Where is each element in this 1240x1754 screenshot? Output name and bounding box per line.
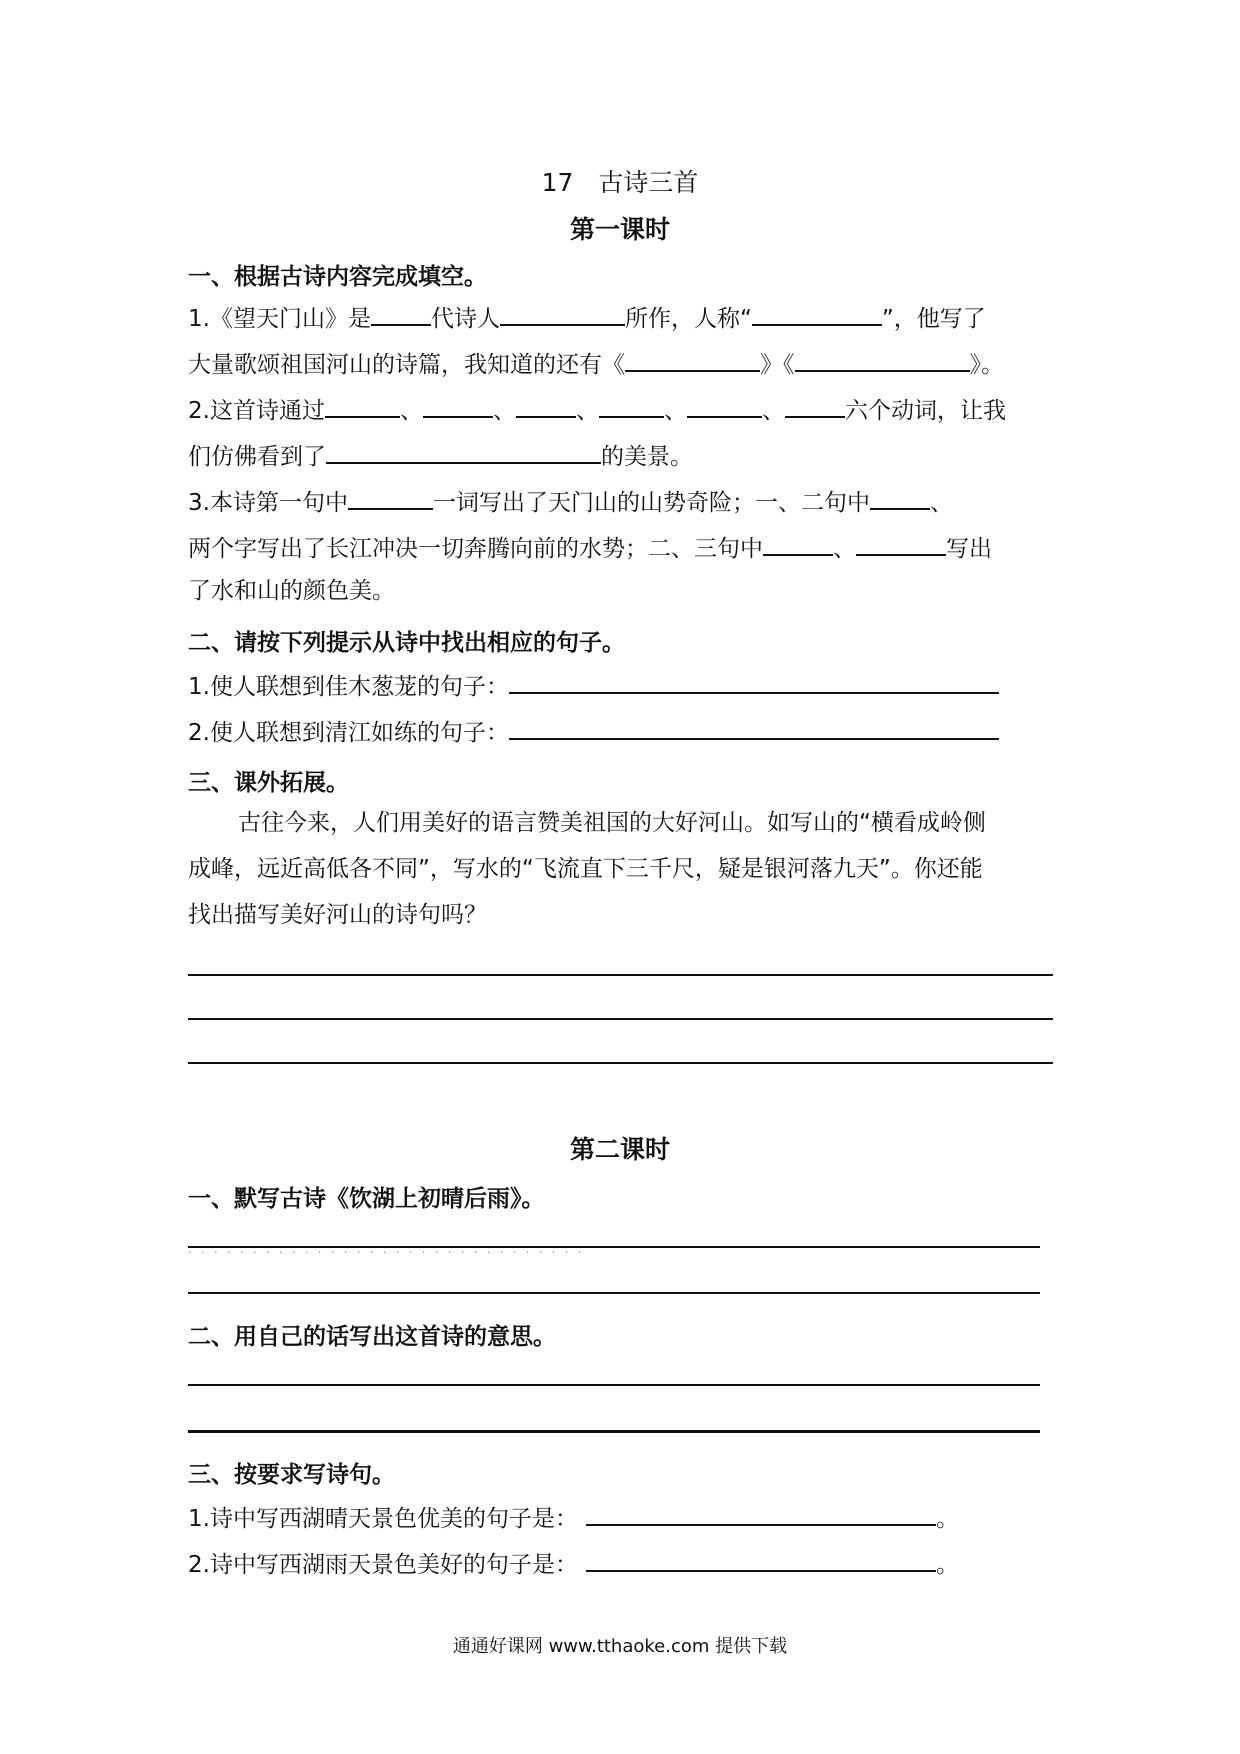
q3-text-e: 、: [833, 536, 856, 562]
page-title: 17 古诗三首: [541, 168, 699, 197]
lesson1-q1-line1: [188, 300, 986, 334]
lesson2-part3-q2: [188, 1546, 959, 1580]
blank-rainy-sentence[interactable]: [586, 1546, 936, 1572]
answer-line[interactable]: [188, 974, 1053, 976]
blank-sentence-2[interactable]: [509, 714, 999, 740]
blank-verb-1[interactable]: [325, 392, 400, 418]
lesson1-q3-line1: [188, 484, 953, 518]
blank-sunny-sentence[interactable]: [586, 1500, 936, 1526]
answer-line[interactable]: [188, 1292, 1040, 1294]
lesson1-q3-line3: 了水和山的颜色美。: [188, 578, 395, 604]
q1-text-c: 所作，人称“: [624, 306, 752, 332]
lesson1-q2-line1: [188, 392, 1006, 426]
lesson2-title: 第二课时: [569, 1135, 670, 1164]
q2-text-c: 们仿佛看到了: [188, 444, 326, 470]
q2-text-a: 2.这首诗通过: [188, 398, 325, 424]
blank-nickname[interactable]: [752, 300, 882, 326]
part3-q2-text: 2.诗中写西湖雨天景色美好的句子是：: [188, 1552, 578, 1578]
blank-word[interactable]: [348, 484, 433, 510]
lesson1-part3-para2: 成峰，远近高低各不同”，写水的“飞流直下三千尺，疑是银河落九天”。你还能: [188, 856, 983, 882]
blank-char-1[interactable]: [870, 484, 930, 510]
blank-verb-6[interactable]: [785, 392, 845, 418]
lesson2-part3-heading: 三、按要求写诗句。: [188, 1462, 395, 1488]
footer-text: 通通好课网 www.tthaoke.com 提供下载: [452, 1636, 788, 1657]
answer-line[interactable]: [188, 1430, 1040, 1433]
lesson1-part3-para1: 古往今来，人们用美好的语言赞美祖国的大好河山。如写山的“横看成岭侧: [238, 810, 986, 836]
blank-verb-5[interactable]: [687, 392, 762, 418]
part3-q1-text: 1.诗中写西湖晴天景色优美的句子是：: [188, 1506, 578, 1532]
dotted-guide: · · · · · · · · · · · · · · · · · · · · · · · · · · · · · · ·: [188, 1246, 585, 1259]
q2-sep: 、: [663, 398, 687, 424]
q2-text-d: 的美景。: [601, 444, 693, 470]
lesson1-part2-heading: 二、请按下列提示从诗中找出相应的句子。: [188, 630, 625, 656]
q2-sep: 、: [575, 398, 599, 424]
q1-text-d: ”，他写了: [881, 306, 986, 332]
blank-color-1[interactable]: [763, 530, 833, 556]
lesson2-part1-heading: 一、默写古诗《饮湖上初晴后雨》。: [188, 1186, 545, 1212]
blank-color-2[interactable]: [856, 530, 946, 556]
lesson1-part3-para3: 找出描写美好河山的诗句吗？: [188, 902, 487, 928]
blank-poem-title-1[interactable]: [625, 346, 760, 372]
q3-text-f: 写出: [946, 536, 992, 562]
q3-text-b: 一词写出了天门山的山势奇险；一、二句中: [432, 490, 870, 516]
q2-sep: 、: [399, 398, 423, 424]
blank-sentence-1[interactable]: [509, 668, 999, 694]
blank-verb-4[interactable]: [599, 392, 664, 418]
period: 。: [935, 1552, 959, 1578]
blank-verb-3[interactable]: [516, 392, 576, 418]
part2-q1-text: 1.使人联想到佳木葱茏的句子：: [188, 674, 509, 700]
blank-verb-2[interactable]: [423, 392, 493, 418]
blank-dynasty[interactable]: [371, 300, 431, 326]
blank-poet[interactable]: [500, 300, 625, 326]
answer-line[interactable]: [188, 1062, 1053, 1064]
lesson2-part3-q1: [188, 1500, 959, 1534]
q2-sep: 、: [761, 398, 785, 424]
lesson1-q2-line2: [188, 438, 693, 472]
blank-scenery[interactable]: [326, 438, 601, 464]
q1-text-a: 1.《望天门山》是: [188, 306, 371, 332]
q1-text-e: 大量歌颂祖国河山的诗篇，我知道的还有《: [188, 352, 625, 378]
lesson1-title: 第一课时: [569, 215, 670, 244]
lesson1-part3-heading: 三、课外拓展。: [188, 770, 349, 796]
answer-line[interactable]: [188, 1246, 1040, 1248]
q3-text-d: 两个字写出了长江冲决一切奔腾向前的水势；二、三句中: [188, 536, 763, 562]
q1-text-b: 代诗人: [430, 306, 500, 332]
q3-text-c: 、: [929, 490, 953, 516]
period: 。: [935, 1506, 959, 1532]
lesson1-part2-q1: [188, 668, 999, 702]
lesson2-part2-heading: 二、用自己的话写出这首诗的意思。: [188, 1324, 556, 1350]
q2-sep: 、: [492, 398, 516, 424]
answer-line[interactable]: [188, 1384, 1040, 1386]
blank-poem-title-2[interactable]: [795, 346, 970, 372]
q3-text-a: 3.本诗第一句中: [188, 490, 348, 516]
answer-line[interactable]: [188, 1018, 1053, 1020]
q1-text-f: 》《: [760, 352, 795, 378]
part2-q2-text: 2.使人联想到清江如练的句子：: [188, 720, 509, 746]
q2-text-b: 六个动词，让我: [844, 398, 1006, 424]
lesson1-part1-heading: 一、根据古诗内容完成填空。: [188, 264, 487, 290]
lesson1-q1-line2: [188, 346, 1004, 380]
lesson1-q3-line2: [188, 530, 992, 564]
q1-text-g: 》。: [969, 352, 1004, 378]
lesson1-part2-q2: [188, 714, 999, 748]
